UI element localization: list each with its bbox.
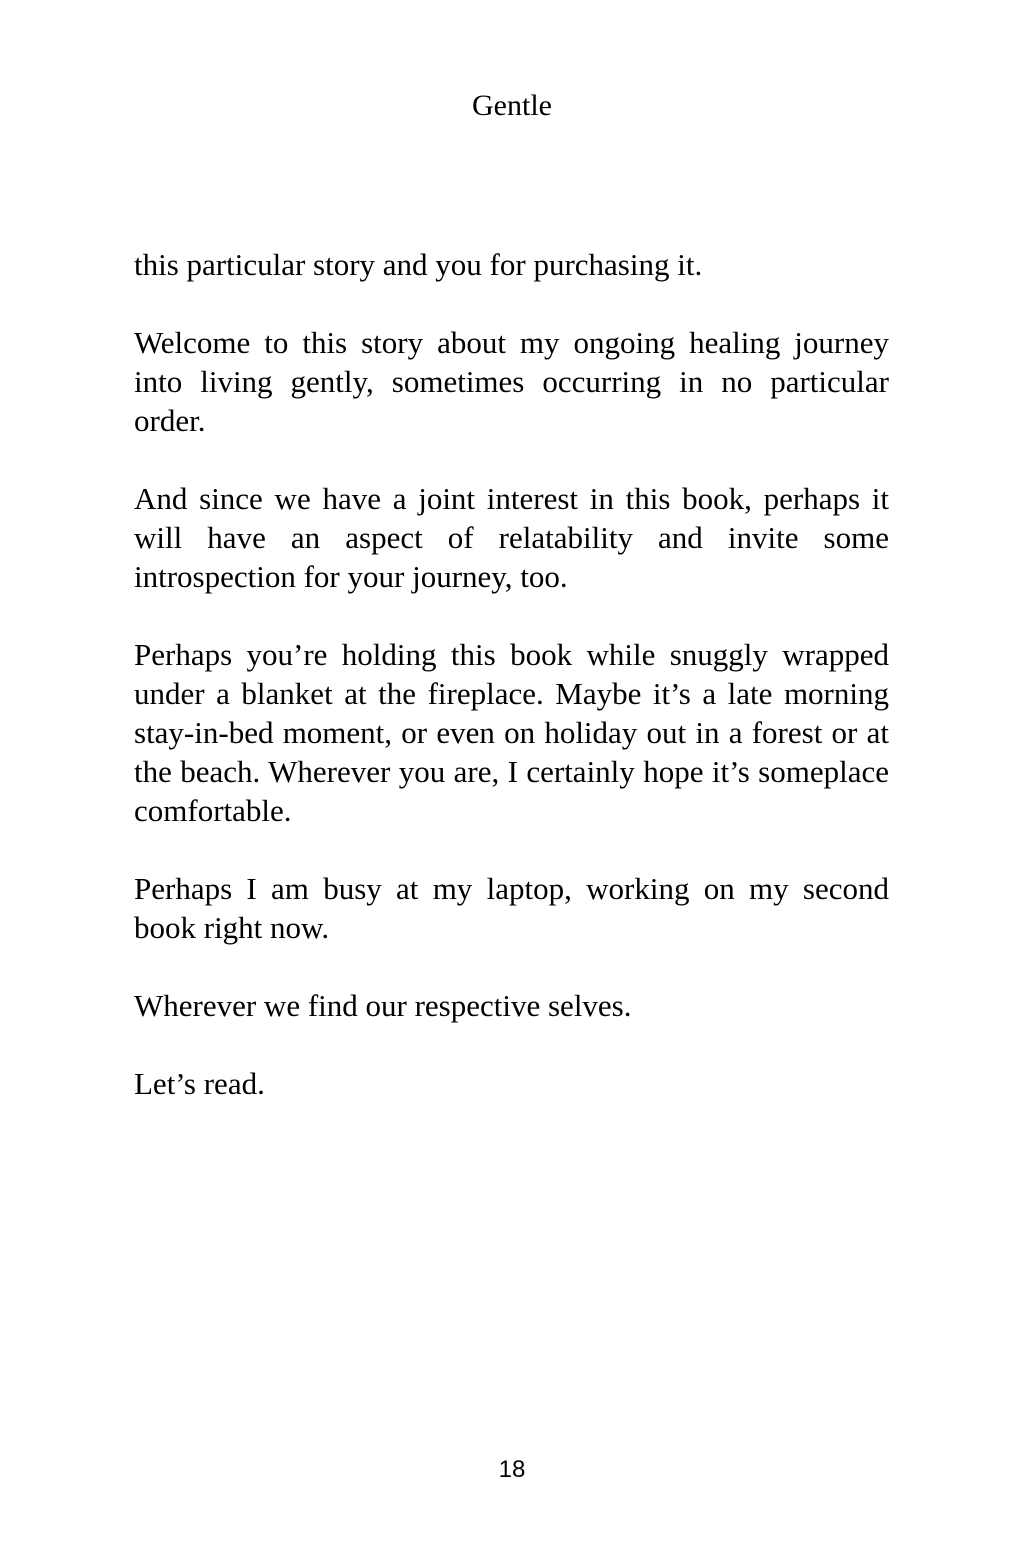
running-title: Gentle [472,89,552,122]
body-text [134,245,889,1142]
paragraph: Welcome to this story about my ongoing healing journey into living gently, sometimes occurring in no particular order. [134,325,889,438]
paragraph: Wherever we find our respective selves. [134,988,632,1023]
paragraph: And since we have a joint interest in this book, perhaps it will have an aspect of relatability and invite some introspection for your journey, too. [134,481,889,594]
paragraph: this particular story and you for purchasing it. [134,247,703,282]
paragraph: Perhaps I am busy at my laptop, working on my second book right now. [134,871,889,945]
page-number: 18 [498,1456,526,1483]
paragraph: Perhaps you’re holding this book while snuggly wrapped under a blanket at the fireplace. Maybe it’s a late morning stay-in-bed moment, or even on holiday out in a forest or at the beach. Wherever you are, I certainly hope it’s someplace comfortable. [134,637,889,828]
paragraph: Let’s read. [134,1066,265,1101]
